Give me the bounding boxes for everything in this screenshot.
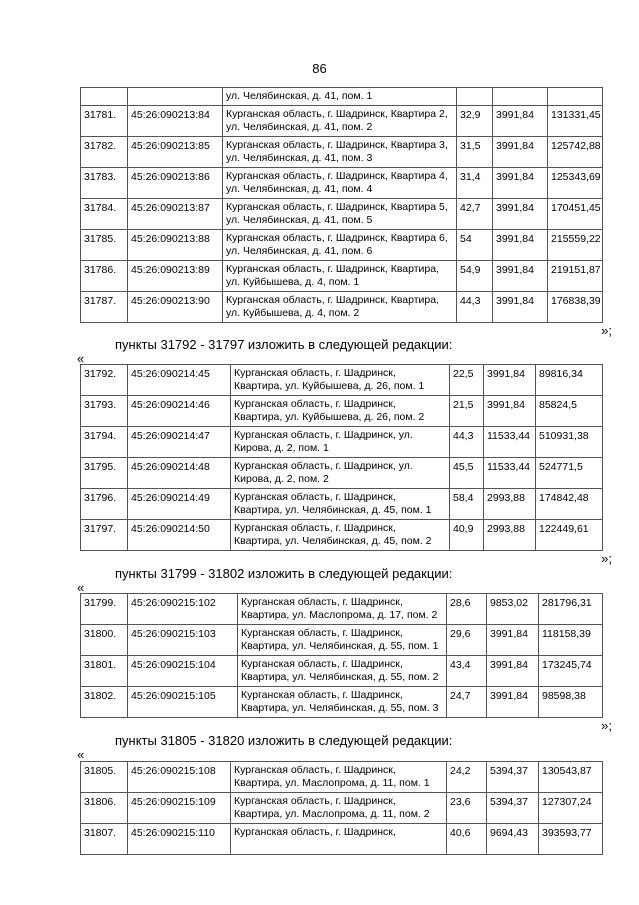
- cadastral-number: 45:26:090215:109: [128, 793, 231, 824]
- table-row: [81, 687, 603, 718]
- row-number: 31797.: [81, 520, 128, 551]
- row-number: 31801.: [81, 656, 128, 687]
- price: 3991,84: [493, 199, 548, 230]
- table-row: [81, 168, 603, 199]
- cadastral-number: 45:26:090215:103: [128, 625, 238, 656]
- table-row: [81, 656, 603, 687]
- address: Курганская область, г. Шадринск, Квартира, ул. Маслопрома, д. 17, пом. 2: [238, 594, 447, 625]
- total: 122449,61: [536, 520, 603, 551]
- table-row: [81, 137, 603, 168]
- area: 31,4: [457, 168, 493, 199]
- area: 54,9: [457, 261, 493, 292]
- price: 3991,84: [493, 292, 548, 323]
- price: 3991,84: [493, 168, 548, 199]
- price: [493, 88, 548, 106]
- address: Курганская область, г. Шадринск, Квартира 4, ул. Челябинская, д. 41, пом. 4: [223, 168, 457, 199]
- total: 118158,39: [539, 625, 603, 656]
- area: 42,7: [457, 199, 493, 230]
- table-row: [81, 292, 603, 323]
- row-number: 31807.: [81, 824, 128, 855]
- address: Курганская область, г. Шадринск, Квартира, ул. Куйбышева, д. 26, пом. 1: [231, 365, 450, 396]
- price: 3991,84: [493, 106, 548, 137]
- cadastral-number: 45:26:090215:108: [128, 762, 231, 793]
- page-number: 86: [312, 61, 327, 76]
- table-row: [81, 88, 603, 106]
- total: 393593,77: [539, 824, 603, 855]
- address: Курганская область, г. Шадринск, ул. Кирова, д. 2, пом. 2: [231, 458, 450, 489]
- table-row: [81, 520, 603, 551]
- total: 524771,5: [536, 458, 603, 489]
- section-heading-3: пункты 31799 - 31802 изложить в следующей редакции:: [115, 566, 453, 581]
- table-4: [80, 761, 603, 855]
- cadastral-number: 45:26:090215:102: [128, 594, 238, 625]
- price: 5394,37: [487, 762, 539, 793]
- row-number: 31799.: [81, 594, 128, 625]
- closing-quote-2: »;: [601, 551, 612, 566]
- address: Курганская область, г. Шадринск, Квартира, ул. Челябинская, д. 55, пом. 2: [238, 656, 447, 687]
- area: 21,5: [450, 396, 484, 427]
- row-number: 31792.: [81, 365, 128, 396]
- cadastral-number: 45:26:090213:86: [128, 168, 223, 199]
- area: 58,4: [450, 489, 484, 520]
- area: 24,2: [447, 762, 487, 793]
- row-number: 31806.: [81, 793, 128, 824]
- area: 44,3: [450, 427, 484, 458]
- table-row: [81, 793, 603, 824]
- area: 43,4: [447, 656, 487, 687]
- area: 24,7: [447, 687, 487, 718]
- area: 54: [457, 230, 493, 261]
- total: 85824,5: [536, 396, 603, 427]
- row-number: 31793.: [81, 396, 128, 427]
- row-number: 31794.: [81, 427, 128, 458]
- address: Курганская область, г. Шадринск, Квартира, ул. Челябинская, д. 45, пом. 1: [231, 489, 450, 520]
- area: 22,5: [450, 365, 484, 396]
- opening-quote-4: «: [77, 747, 85, 762]
- area: 23,6: [447, 793, 487, 824]
- price: 3991,84: [493, 137, 548, 168]
- price: 11533,44: [484, 458, 536, 489]
- row-number: 31782.: [81, 137, 128, 168]
- row-number: 31785.: [81, 230, 128, 261]
- address: Курганская область, г. Шадринск, Квартира, ул. Куйбышева, д. 4, пом. 1: [223, 261, 457, 292]
- total: [548, 88, 603, 106]
- total: 510931,38: [536, 427, 603, 458]
- address: Курганская область, г. Шадринск, Квартира, ул. Куйбышева, д. 26, пом. 2: [231, 396, 450, 427]
- price: 3991,84: [487, 687, 539, 718]
- cadastral-number: 45:26:090215:105: [128, 687, 238, 718]
- row-number: 31784.: [81, 199, 128, 230]
- address: Курганская область, г. Шадринск, Квартира 5, ул. Челябинская, д. 41, пом. 5: [223, 199, 457, 230]
- address: ул. Челябинская, д. 41, пом. 1: [223, 88, 457, 106]
- total: 131331,45: [548, 106, 603, 137]
- cadastral-number: 45:26:090213:85: [128, 137, 223, 168]
- opening-quote-3: «: [77, 580, 85, 595]
- cadastral-number: 45:26:090213:87: [128, 199, 223, 230]
- total: 174842,48: [536, 489, 603, 520]
- row-number: 31786.: [81, 261, 128, 292]
- row-number: 31800.: [81, 625, 128, 656]
- address: Курганская область, г. Шадринск, Квартира, ул. Челябинская, д. 55, пом. 3: [238, 687, 447, 718]
- cadastral-number: 45:26:090214:47: [128, 427, 231, 458]
- table-1: [80, 87, 603, 323]
- address: Курганская область, г. Шадринск,: [231, 824, 447, 855]
- price: 3991,84: [487, 656, 539, 687]
- area: 29,6: [447, 625, 487, 656]
- area: 28,6: [447, 594, 487, 625]
- price: 3991,84: [493, 230, 548, 261]
- table-row: [81, 625, 603, 656]
- row-number: 31802.: [81, 687, 128, 718]
- cadastral-number: 45:26:090214:50: [128, 520, 231, 551]
- total: 219151,87: [548, 261, 603, 292]
- cadastral-number: 45:26:090213:84: [128, 106, 223, 137]
- address: Курганская область, г. Шадринск, Квартира 3, ул. Челябинская, д. 41, пом. 3: [223, 137, 457, 168]
- table-row: [81, 824, 603, 855]
- cadastral-number: 45:26:090213:89: [128, 261, 223, 292]
- price: 3991,84: [484, 396, 536, 427]
- price: 11533,44: [484, 427, 536, 458]
- opening-quote-2: «: [77, 351, 85, 366]
- row-number: 31787.: [81, 292, 128, 323]
- row-number: 31805.: [81, 762, 128, 793]
- row-number: 31796.: [81, 489, 128, 520]
- table-row: [81, 458, 603, 489]
- closing-quote-3: »;: [601, 718, 612, 733]
- total: 170451,45: [548, 199, 603, 230]
- cadastral-number: 45:26:090214:49: [128, 489, 231, 520]
- table-row: [81, 261, 603, 292]
- cadastral-number: 45:26:090213:88: [128, 230, 223, 261]
- address: Курганская область, г. Шадринск, Квартира, ул. Куйбышева, д. 4, пом. 2: [223, 292, 457, 323]
- table-row: [81, 489, 603, 520]
- area: 31,5: [457, 137, 493, 168]
- address: Курганская область, г. Шадринск, Квартира, ул. Челябинская, д. 55, пом. 1: [238, 625, 447, 656]
- row-number: [81, 88, 128, 106]
- total: 98598,38: [539, 687, 603, 718]
- price: 3991,84: [484, 365, 536, 396]
- table-row: [81, 199, 603, 230]
- area: 40,6: [447, 824, 487, 855]
- address: Курганская область, г. Шадринск, Квартира 6, ул. Челябинская, д. 41, пом. 6: [223, 230, 457, 261]
- price: 9694,43: [487, 824, 539, 855]
- section-heading-4: пункты 31805 - 31820 изложить в следующей редакции:: [115, 733, 453, 748]
- area: 44,3: [457, 292, 493, 323]
- closing-quote-1: »;: [601, 323, 612, 338]
- address: Курганская область, г. Шадринск, ул. Кирова, д. 2, пом. 1: [231, 427, 450, 458]
- cadastral-number: 45:26:090214:45: [128, 365, 231, 396]
- price: 9853,02: [487, 594, 539, 625]
- total: 89816,34: [536, 365, 603, 396]
- cadastral-number: 45:26:090215:104: [128, 656, 238, 687]
- table-3: [80, 593, 603, 718]
- total: 173245,74: [539, 656, 603, 687]
- table-row: [81, 106, 603, 137]
- total: 127307,24: [539, 793, 603, 824]
- address: Курганская область, г. Шадринск, Квартира, ул. Маслопрома, д. 11, пом. 1: [231, 762, 447, 793]
- cadastral-number: 45:26:090214:48: [128, 458, 231, 489]
- area: 32,9: [457, 106, 493, 137]
- price: 2993,88: [484, 520, 536, 551]
- table-2: [80, 364, 603, 551]
- table-row: [81, 230, 603, 261]
- total: 125343,69: [548, 168, 603, 199]
- cadastral-number: 45:26:090214:46: [128, 396, 231, 427]
- section-heading-2: пункты 31792 - 31797 изложить в следующей редакции:: [115, 337, 453, 352]
- area: [457, 88, 493, 106]
- cadastral-number: [128, 88, 223, 106]
- address: Курганская область, г. Шадринск, Квартира, ул. Челябинская, д. 45, пом. 2: [231, 520, 450, 551]
- row-number: 31781.: [81, 106, 128, 137]
- cadastral-number: 45:26:090213:90: [128, 292, 223, 323]
- total: 125742,88: [548, 137, 603, 168]
- table-row: [81, 365, 603, 396]
- total: 281796,31: [539, 594, 603, 625]
- address: Курганская область, г. Шадринск, Квартира 2, ул. Челябинская, д. 41, пом. 2: [223, 106, 457, 137]
- area: 40,9: [450, 520, 484, 551]
- total: 130543,87: [539, 762, 603, 793]
- table-row: [81, 594, 603, 625]
- row-number: 31795.: [81, 458, 128, 489]
- total: 176838,39: [548, 292, 603, 323]
- table-row: [81, 427, 603, 458]
- row-number: 31783.: [81, 168, 128, 199]
- price: 3991,84: [487, 625, 539, 656]
- table-row: [81, 762, 603, 793]
- price: 2993,88: [484, 489, 536, 520]
- price: 3991,84: [493, 261, 548, 292]
- address: Курганская область, г. Шадринск, Квартира, ул. Маслопрома, д. 11, пом. 2: [231, 793, 447, 824]
- price: 5394,37: [487, 793, 539, 824]
- table-row: [81, 396, 603, 427]
- total: 215559,22: [548, 230, 603, 261]
- cadastral-number: 45:26:090215:110: [128, 824, 231, 855]
- area: 45,5: [450, 458, 484, 489]
